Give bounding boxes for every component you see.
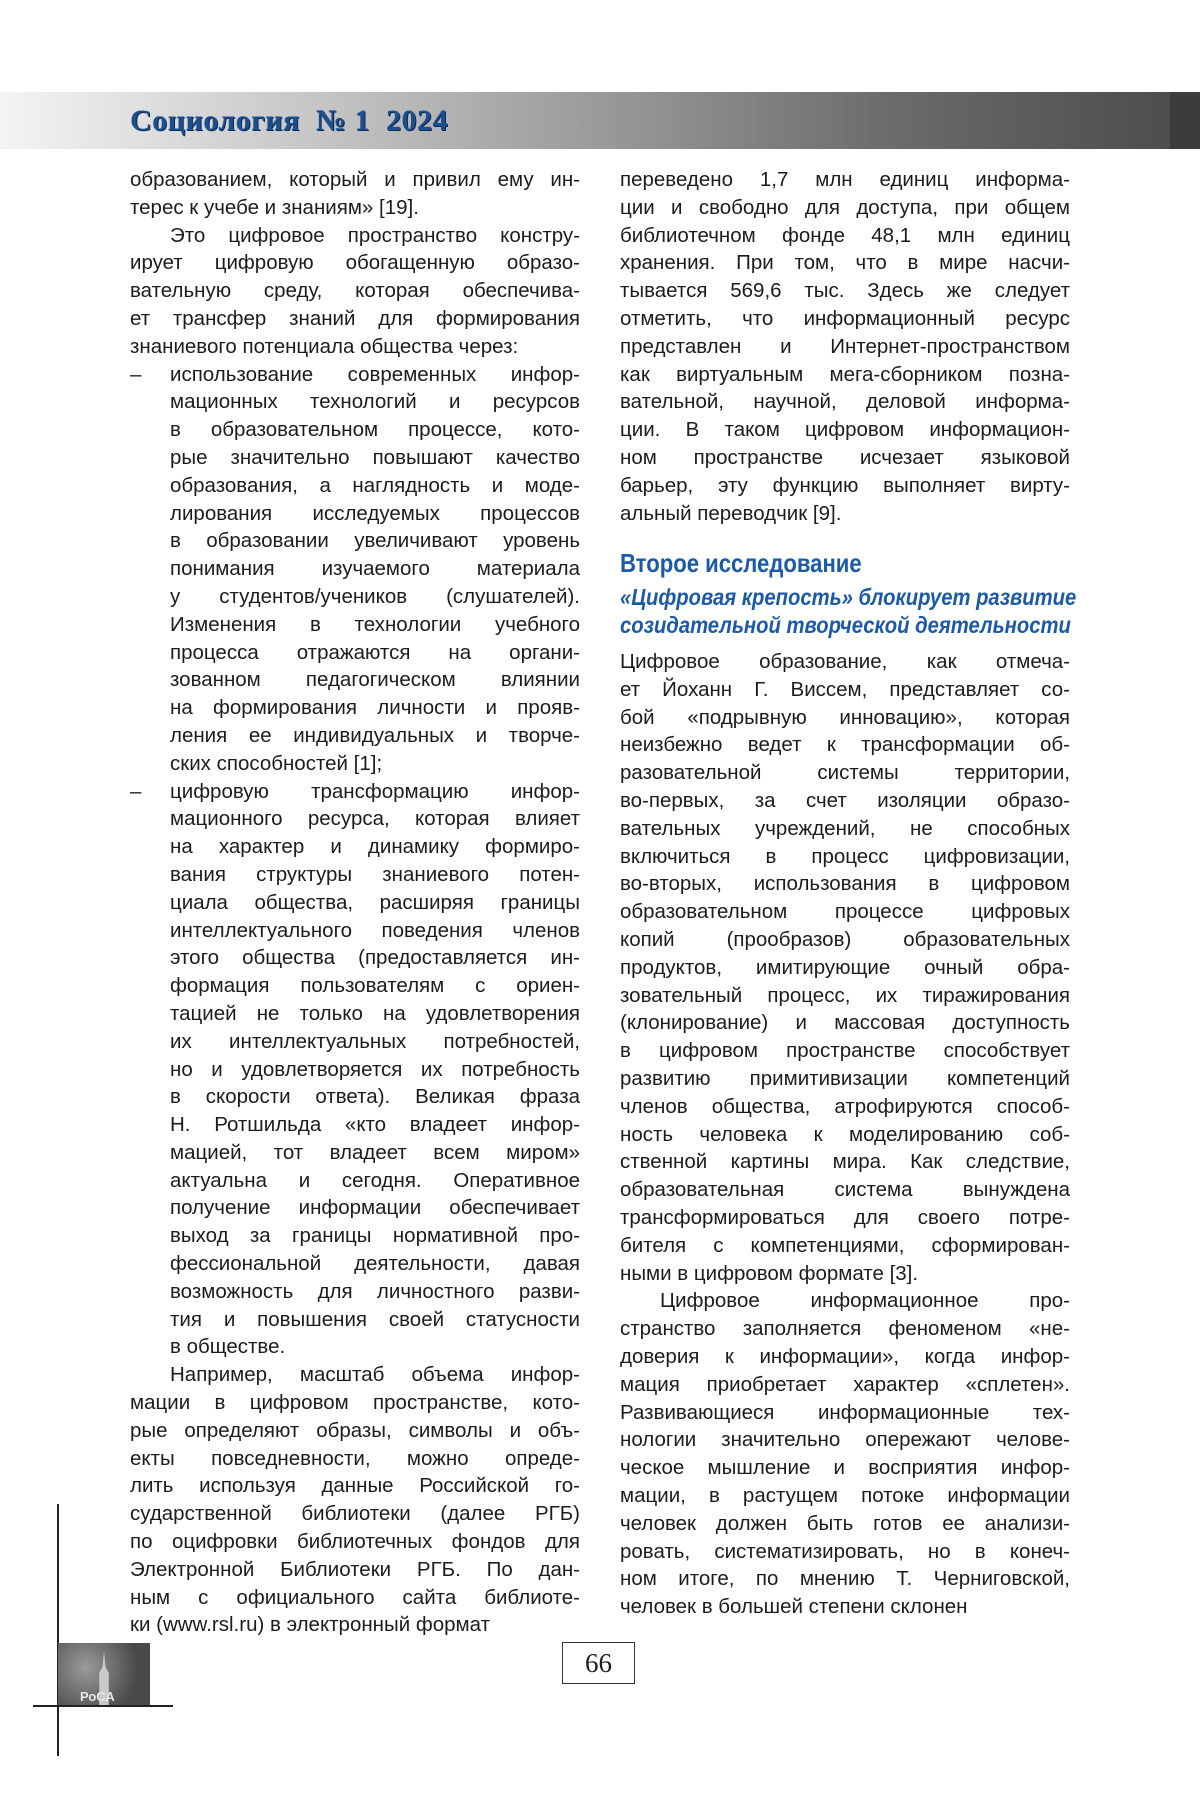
text-line: ции. В таком цифровом информацион- <box>620 416 1070 444</box>
text-line: лить используя данные Российской го- <box>130 1472 580 1500</box>
text-line: их интеллектуальных потребностей, <box>130 1028 580 1056</box>
text-line: ственной картины мира. Как следствие, <box>620 1148 1070 1176</box>
text-line: образования, а наглядность и моде- <box>130 472 580 500</box>
text-line: неизбежно ведет к трансформации об- <box>620 731 1070 759</box>
text-line: циала общества, расширяя границы <box>130 889 580 917</box>
right-column-body <box>620 648 1070 1621</box>
text-line: представлен и Интернет-пространством <box>620 333 1070 361</box>
text-line: трансформироваться для своего потре- <box>620 1204 1070 1232</box>
text-line: терес к учебе и знаниям» [19]. <box>130 194 580 222</box>
subheading-line-2: созидательной творческой деятельности <box>620 612 1071 639</box>
text-line: знаниевого потенциала общества через: <box>130 333 580 361</box>
subheading-line-1: «Цифровая крепость» блокирует развитие <box>620 584 1076 611</box>
text-line: бителя с компетенциями, сформирован- <box>620 1232 1070 1260</box>
left-column <box>130 166 580 1639</box>
text-line: Например, масштаб объема инфор- <box>130 1361 580 1389</box>
text-line: выход за границы нормативной про- <box>130 1222 580 1250</box>
text-line: тацией не только на удовлетворения <box>130 1000 580 1028</box>
text-line: ции и свободно для доступа, при общем <box>620 194 1070 222</box>
text-line: ирует цифровую обогащенную образо- <box>130 249 580 277</box>
text-line: мацией, тот владеет всем миром» <box>130 1139 580 1167</box>
text-line: мации, в растущем потоке информации <box>620 1482 1070 1510</box>
text-line: – использование современных инфор- <box>130 361 580 389</box>
text-line: доверия к информации», когда инфор- <box>620 1343 1070 1371</box>
text-line: Изменения в технологии учебного <box>130 611 580 639</box>
journal-title: Социология № 1 2024 <box>130 104 448 138</box>
text-line: получение информации обеспечивает <box>130 1194 580 1222</box>
right-column-top <box>620 166 1070 527</box>
text-line: процесса отражаются на органи- <box>130 639 580 667</box>
text-line: формация пользователям с ориен- <box>130 972 580 1000</box>
text-line: во-вторых, использования в цифровом <box>620 870 1070 898</box>
text-line: (клонирование) и массовая доступность <box>620 1009 1070 1037</box>
text-line: но и удовлетворяется их потребность <box>130 1056 580 1084</box>
text-line: ления ее индивидуальных и творче- <box>130 722 580 750</box>
text-line: вательной, научной, деловой информа- <box>620 388 1070 416</box>
corner-horizontal-rule <box>33 1705 173 1707</box>
rosa-logo <box>58 1643 150 1705</box>
text-line: в обществе. <box>130 1333 580 1361</box>
text-line: Цифровое информационное про- <box>620 1287 1070 1315</box>
text-line: образовательная система вынуждена <box>620 1176 1070 1204</box>
page-number: 66 <box>562 1642 635 1684</box>
text-line: тывается 569,6 тыс. Здесь же следует <box>620 277 1070 305</box>
text-line: этого общества (предоставляется ин- <box>130 944 580 972</box>
text-line: бой «подрывную инновацию», которая <box>620 704 1070 732</box>
text-line: образовательном процессе цифровых <box>620 898 1070 926</box>
text-line: интеллектуального поведения членов <box>130 917 580 945</box>
header-band-edge <box>1170 92 1200 149</box>
text-line: нологии значительно опережают челове- <box>620 1426 1070 1454</box>
text-line: как виртуальным мега-сборником позна- <box>620 361 1070 389</box>
section-heading: Второе исследование <box>620 548 862 579</box>
text-line: библиотечном фонде 48,1 млн единиц <box>620 222 1070 250</box>
text-line: хранения. При том, что в мире насчи- <box>620 249 1070 277</box>
text-line: мации в цифровом пространстве, кото- <box>130 1389 580 1417</box>
text-line: странство заполняется феноменом «не- <box>620 1315 1070 1343</box>
text-line: барьер, эту функцию выполняет вирту- <box>620 472 1070 500</box>
text-line: альный переводчик [9]. <box>620 500 1070 528</box>
corner-vertical-rule <box>57 1504 59 1756</box>
text-line: у студентов/учеников (слушателей). <box>130 583 580 611</box>
text-line: Развивающиеся информационные тех- <box>620 1399 1070 1427</box>
text-line: по оцифровки библиотечных фондов для <box>130 1528 580 1556</box>
text-line: ет трансфер знаний для формирования <box>130 305 580 333</box>
text-line: во-первых, за счет изоляции образо- <box>620 787 1070 815</box>
text-line: ными в цифровом формате [3]. <box>620 1260 1070 1288</box>
text-line: фессиональной деятельности, давая <box>130 1250 580 1278</box>
text-line: Это цифровое пространство констру- <box>130 222 580 250</box>
text-line: рые значительно повышают качество <box>130 444 580 472</box>
text-line: включиться в процесс цифровизации, <box>620 843 1070 871</box>
text-line: продуктов, имитирующие очный обра- <box>620 954 1070 982</box>
text-line: мационных технологий и ресурсов <box>130 388 580 416</box>
text-line: копий (прообразов) образовательных <box>620 926 1070 954</box>
text-line: переведено 1,7 млн единиц информа- <box>620 166 1070 194</box>
text-line: мация приобретает характер «сплетен». <box>620 1371 1070 1399</box>
text-line: рые определяют образы, символы и объ- <box>130 1417 580 1445</box>
text-line: актуальна и сегодня. Оперативное <box>130 1167 580 1195</box>
text-line: ном пространстве исчезает языковой <box>620 444 1070 472</box>
text-line: развитию примитивизации компетенций <box>620 1065 1070 1093</box>
text-line: в цифровом пространстве способствует <box>620 1037 1070 1065</box>
text-line: вательную среду, которая обеспечива- <box>130 277 580 305</box>
text-line: лирования исследуемых процессов <box>130 500 580 528</box>
text-line: Электронной Библиотеки РГБ. По дан- <box>130 1556 580 1584</box>
text-line: образованием, который и привил ему ин- <box>130 166 580 194</box>
text-line: ность человека к моделированию соб- <box>620 1121 1070 1149</box>
text-line: ки (www.rsl.ru) в электронный формат <box>130 1611 580 1639</box>
text-line: мационного ресурса, которая влияет <box>130 805 580 833</box>
text-line: ческое мышление и восприятия инфор- <box>620 1454 1070 1482</box>
text-line: на формирования личности и прояв- <box>130 694 580 722</box>
text-line: в образовательном процессе, кото- <box>130 416 580 444</box>
text-line: разовательной системы территории, <box>620 759 1070 787</box>
text-line: возможность для личностного разви- <box>130 1278 580 1306</box>
text-line: в скорости ответа). Великая фраза <box>130 1083 580 1111</box>
text-line: зовательный процесс, их тиражирования <box>620 982 1070 1010</box>
text-line: в образовании увеличивают уровень <box>130 527 580 555</box>
text-line: – цифровую трансформацию инфор- <box>130 778 580 806</box>
text-line: ет Йоханн Г. Виссем, представляет со- <box>620 676 1070 704</box>
text-line: ным с официального сайта библиоте- <box>130 1584 580 1612</box>
text-line: членов общества, атрофируются способ- <box>620 1093 1070 1121</box>
text-line: Цифровое образование, как отмеча- <box>620 648 1070 676</box>
text-line: на характер и динамику формиро- <box>130 833 580 861</box>
text-line: зованном педагогическом влиянии <box>130 666 580 694</box>
text-line: Н. Ротшильда «кто владеет инфор- <box>130 1111 580 1139</box>
text-line: екты повседневности, можно опреде- <box>130 1445 580 1473</box>
text-line: ном итоге, по мнению Т. Черниговской, <box>620 1565 1070 1593</box>
text-line: человек должен быть готов ее анализи- <box>620 1510 1070 1538</box>
logo-text: РоСА <box>80 1689 115 1704</box>
text-line: тия и повышения своей статусности <box>130 1306 580 1334</box>
text-line: понимания изучаемого материала <box>130 555 580 583</box>
text-line: человек в большей степени склонен <box>620 1593 1070 1621</box>
text-line: вательных учреждений, не способных <box>620 815 1070 843</box>
text-line: отметить, что информационный ресурс <box>620 305 1070 333</box>
text-line: ских способностей [1]; <box>130 750 580 778</box>
text-line: вания структуры знаниевого потен- <box>130 861 580 889</box>
text-line: сударственной библиотеки (далее РГБ) <box>130 1500 580 1528</box>
text-line: ровать, систематизировать, но в конеч- <box>620 1538 1070 1566</box>
